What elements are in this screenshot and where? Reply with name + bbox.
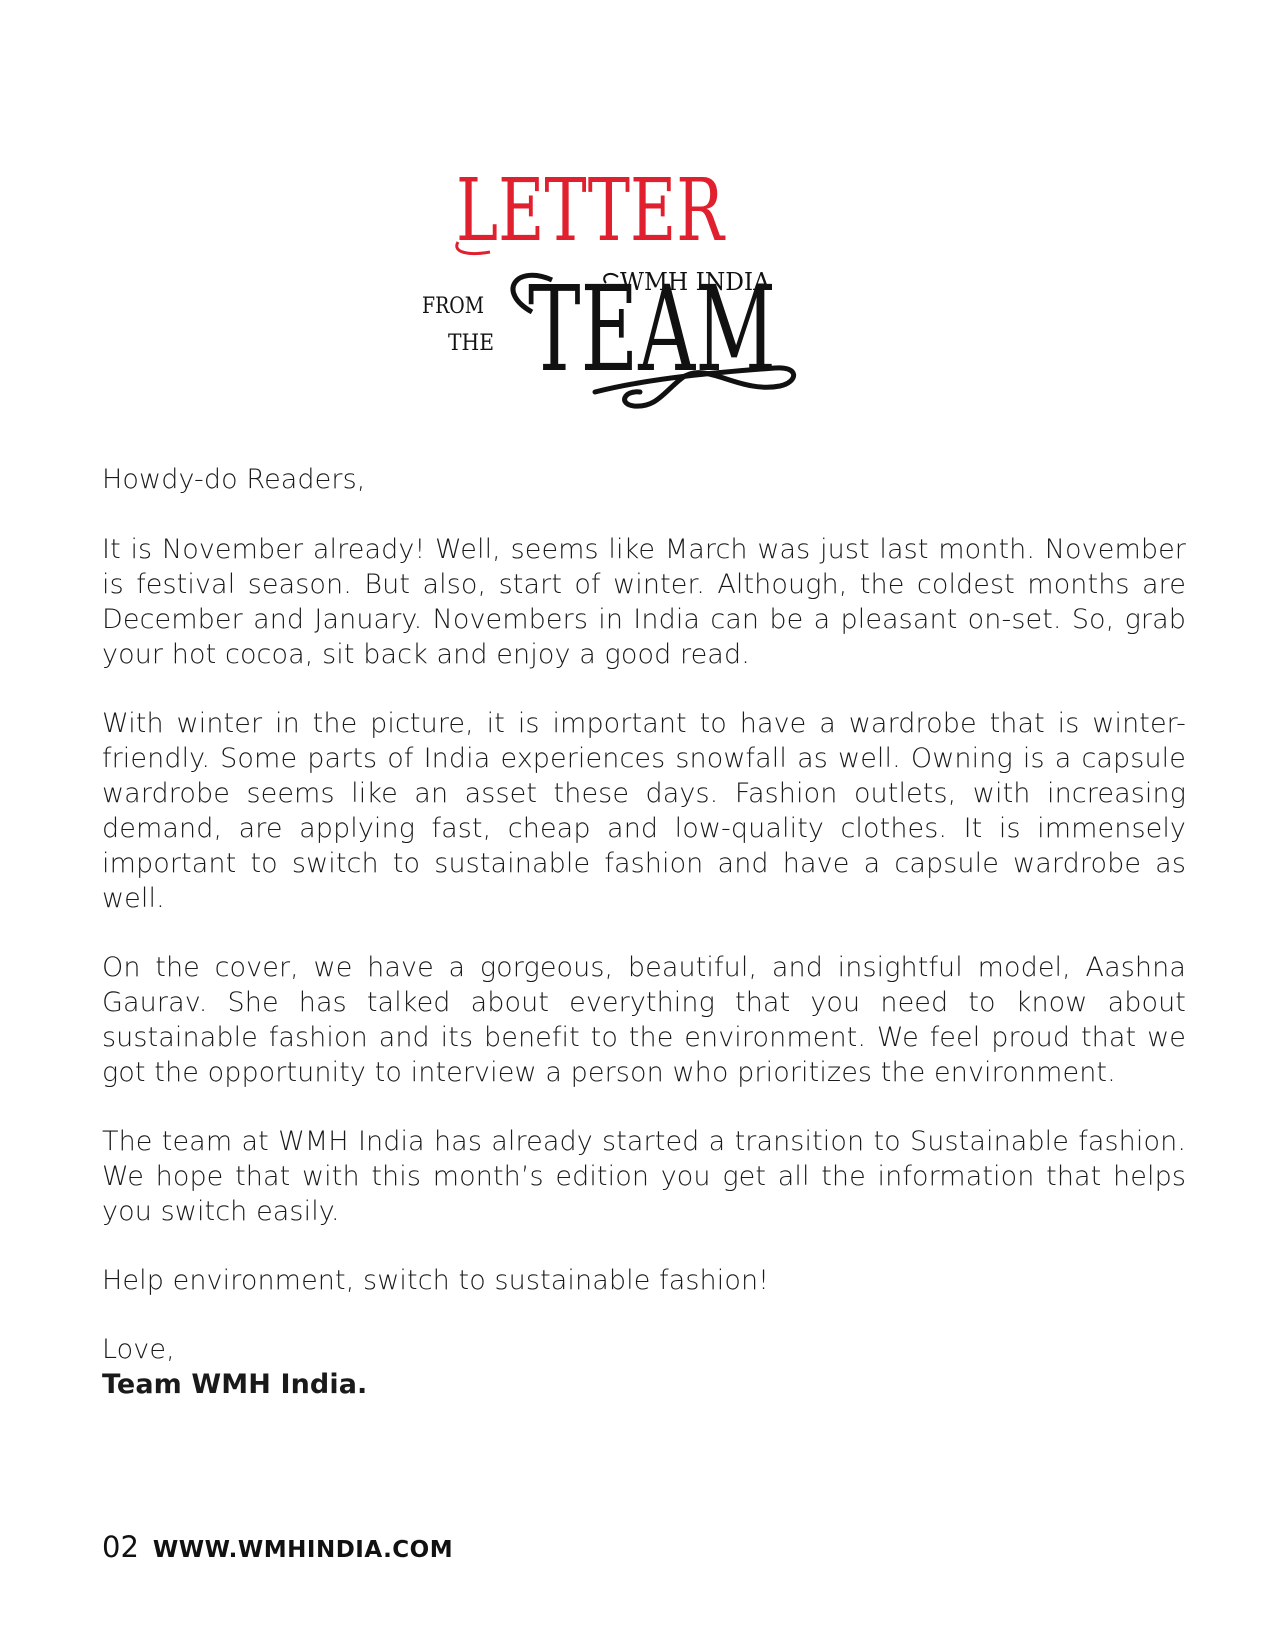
page-number: 02 — [102, 1530, 139, 1564]
masthead-word-from: FROM — [422, 294, 484, 319]
masthead-word-wmh-india: WMH INDIA — [620, 268, 771, 296]
website-url: WWW.WMHINDIA.COM — [152, 1537, 454, 1563]
letter-paragraph-1: It is November already! Well, seems like March was just last month. November is festival season. But also, start of winter. Although, the coldest months are December and January. Novembers in India can be a pleasant on-set. So, grab your hot cocoa, sit back and enjoy a good read. — [102, 534, 1186, 670]
masthead-artwork — [420, 160, 840, 430]
letter-signature: Team WMH India. — [102, 1369, 368, 1400]
letter-from-the-team-masthead — [420, 160, 840, 430]
letter-closing-line: Help environment, switch to sustainable fashion! — [102, 1265, 770, 1296]
page-footer — [102, 1530, 453, 1564]
masthead-word-the: THE — [448, 331, 494, 356]
letter-paragraph-4: The team at WMH India has already started a transition to Sustainable fashion. We hope that with this month’s edition you get all the information that helps you switch easily. — [102, 1126, 1186, 1227]
letter-paragraph-3: On the cover, we have a gorgeous, beautiful, and insightful model, Aashna Gaurav. She has talked about everything that you need to know about sustainable fashion and its benefit to the environment. We feel proud that we got the opportunity to interview a person who prioritizes the environment. — [102, 952, 1186, 1088]
letter-greeting: Howdy-do Readers, — [102, 464, 366, 495]
letter-signoff: Love, — [102, 1334, 175, 1365]
letter-paragraph-2: With winter in the picture, it is important to have a wardrobe that is winter-friendly. Some parts of India experiences snowfall as well. Owning is a capsule wardrobe seems like an asset these days. Fashion outlets, with increasing demand, are applying fast, cheap and low-quality clothes. It is immensely important to switch to sustainable fashion and have a capsule wardrobe as well. — [102, 708, 1186, 914]
masthead-word-letter: LETTER — [456, 161, 726, 261]
letter-body — [102, 462, 1186, 1402]
masthead-word-team: TEAM — [528, 260, 776, 398]
